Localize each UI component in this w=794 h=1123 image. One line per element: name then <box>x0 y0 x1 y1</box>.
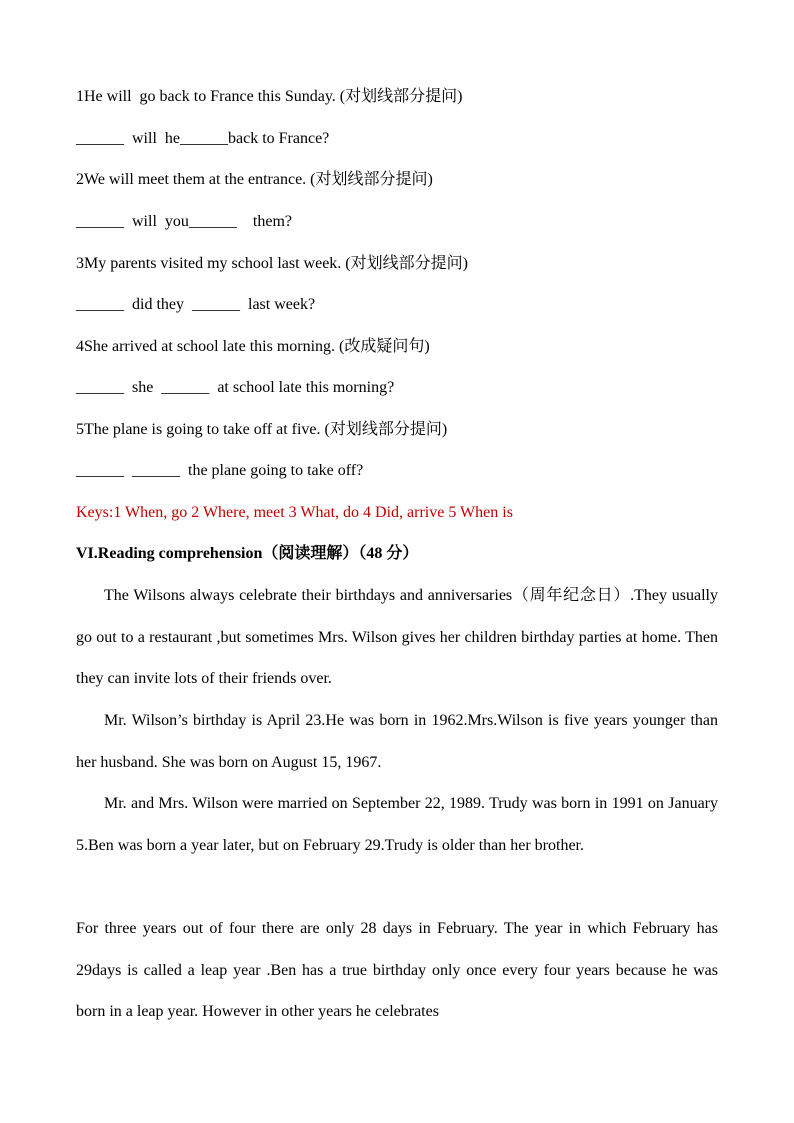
section-heading: VI.Reading comprehension（阅读理解）（48 分） <box>76 545 419 562</box>
document-page <box>76 0 718 1123</box>
question-5-answer-line: ______ ______ the plane going to take off? <box>76 462 364 479</box>
passage-paragraph-1: The Wilsons always celebrate their birthdays and anniversaries（周年纪念日）.They usually go out to a restaurant ,but sometimes Mrs. Wilson gives her children birthday parties at home. Then they can invite lots of their friends over. <box>76 587 718 688</box>
passage-paragraph-4: For three years out of four there are only 28 days in February. The year in which February has 29days is called a leap year .Ben has a true birthday only once every four years because he was born in a leap year. However in other years he celebrates <box>76 920 718 1021</box>
question-2-answer-line: ______ will you______ them? <box>76 213 292 230</box>
answer-keys: Keys:1 When, go 2 Where, meet 3 What, do 4 Did, arrive 5 When is <box>76 504 513 521</box>
passage-paragraph-3: Mr. and Mrs. Wilson were married on September 22, 1989. Trudy was born in 1991 on January 5.Ben was born a year later, but on February 29.Trudy is older than her brother. <box>76 795 718 854</box>
question-2-prompt: 2We will meet them at the entrance. (对划线部分提问) <box>76 171 433 188</box>
question-5-prompt: 5The plane is going to take off at five. (对划线部分提问) <box>76 421 448 438</box>
question-4-answer-line: ______ she ______ at school late this morning? <box>76 379 395 396</box>
passage-paragraph-2: Mr. Wilson’s birthday is April 23.He was born in 1962.Mrs.Wilson is five years younger than her husband. She was born on August 15, 1967. <box>76 712 718 771</box>
question-3-answer-line: ______ did they ______ last week? <box>76 296 316 313</box>
question-4-prompt: 4She arrived at school late this morning. (改成疑问句) <box>76 338 430 355</box>
question-3-prompt: 3My parents visited my school last week. (对划线部分提问) <box>76 255 468 272</box>
question-1-prompt: 1He will go back to France this Sunday. (对划线部分提问) <box>76 88 463 105</box>
question-1-answer-line: ______ will he______back to France? <box>76 130 330 147</box>
